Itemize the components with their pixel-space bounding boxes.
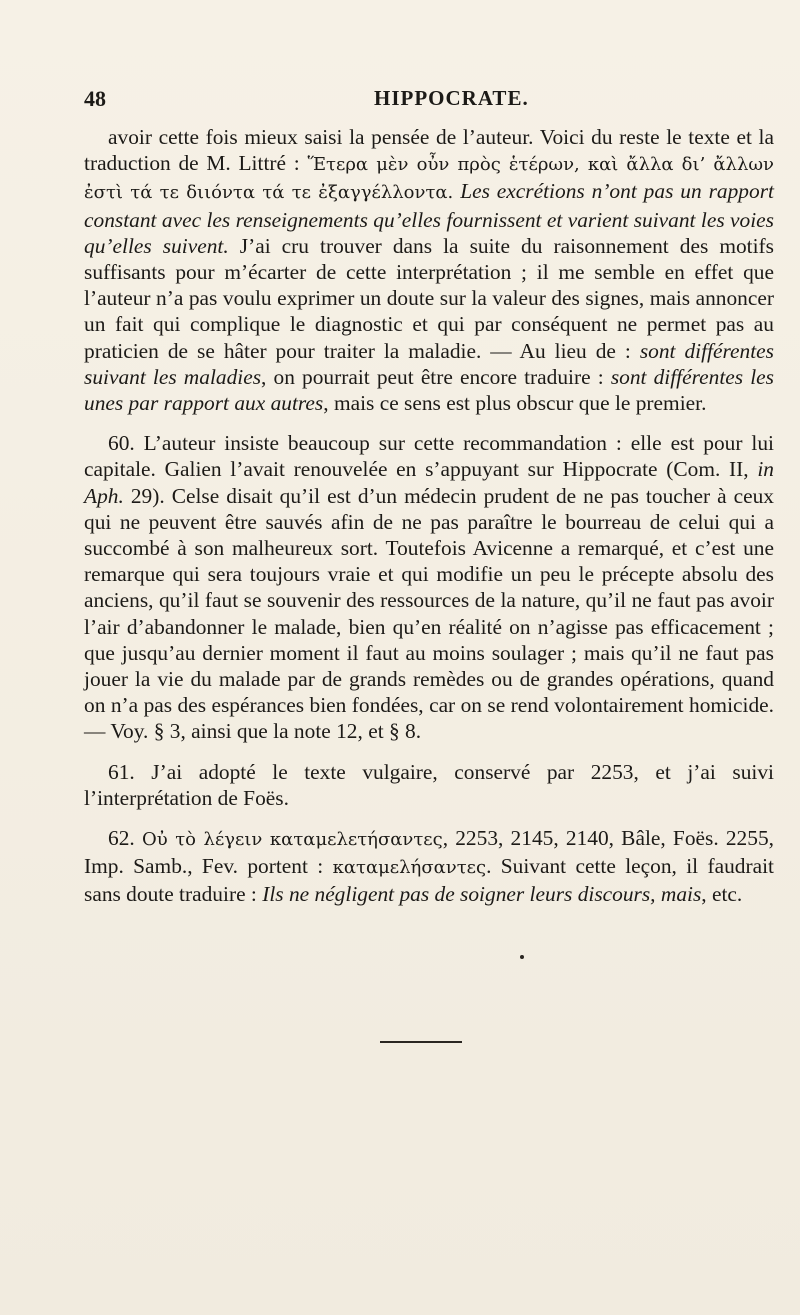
page-number: 48 — [84, 86, 106, 111]
text-segment: 29). Celse disait qu’il est d’un médecin prudent de ne pas toucher à ceux qui ne peuvent être sauvés afin de ne pas paraître le bourreau de celui qui a succombé à son malheureux sort. Toutefois Avicenne a remarqué, et c’est une remarque qui sera toujours vraie et qui modifie un peu le précepte absolu des anciens, qu’il faut se souvenir des ressources de la nature, qu’il ne faut pas avoir l’air d’abandonner le malade, bien qu’en réalité on n’agisse pas efficacement ; que jusqu’au dernier moment il faut au moins soulager ; mais qu’il ne faut pas jouer la vie du malade par de grands remèdes ou de grandes opérations, quand on n’a pas des espérances bien fondées, car on se rend volontairement homicide. — Voy. § 3, ainsi que la note 12, et § 8. — [84, 483, 774, 744]
italic-text: sont différentes les unes par rapport aux autres — [84, 364, 774, 416]
text-segment: J’ai cru trouver dans la suite du raisonnement des motifs suffisants pour m’écarter de cette interprétation ; il me semble en effet que l’auteur n’a pas voulu exprimer un doute sur la valeur des signes, mais annoncer un fait qui complique le diagnostic et qui par conséquent ne permet pas au praticien de se hâter pour traiter la maladie. — Au lieu de : — [84, 233, 774, 363]
text-segment: , mais ce sens est plus obscur que le premier. — [323, 391, 707, 416]
text-segment: 61. J’ai adopté le texte vulgaire, conservé par 2253, et j’ai suivi l’interprétation de Foës. — [84, 759, 774, 810]
page-title: HIPPOCRATE. — [374, 86, 529, 110]
text-segment: , 2253, 2145, 2140, Bâle, Foës. 2255, Imp. Samb., Fev. portent : — [84, 826, 774, 879]
greek-text: καταμελήσαντες — [332, 857, 487, 879]
text-segment: 60. L’auteur insiste beaucoup sur cette recommandation : elle est pour lui capitale. Galien l’avait renouvelée en s’appuyant sur Hippocrate (Com. II, — [84, 431, 774, 482]
note-paragraph — [84, 124, 774, 416]
italic-text: Les excrétions n’ont pas un rapport constant avec les renseignements qu’elles fournissent et varient suivant les voies qu’elles suivent. — [84, 179, 774, 258]
running-head — [84, 86, 774, 120]
greek-text: Ἕτερα μὲν οὖν πρὸς ἑτέρων, καὶ ἄλλα δι’ ἄλλων ἐστὶ τά τε διιόντα τά τε ἐξαγγέλλοντα. — [84, 154, 774, 204]
note-62 — [84, 825, 774, 908]
section-divider — [380, 1041, 462, 1043]
text-segment: , on pourrait peut être encore traduire : — [261, 364, 611, 389]
note-60 — [84, 430, 774, 744]
italic-text: in Aph. — [84, 457, 774, 508]
text-segment: . Suivant cette leçon, il faudrait sans doute traduire : — [84, 854, 774, 907]
text-segment: , etc. — [701, 882, 743, 907]
italic-text: sont différentes suivant les maladies — [84, 338, 774, 389]
note-61 — [84, 759, 774, 811]
greek-text: Οὐ τὸ λέγειν καταμελετήσαντες — [141, 829, 443, 851]
italic-text: Ils ne négligent pas de soigner leurs discours, mais — [262, 882, 702, 907]
notes-body — [84, 124, 774, 908]
stray-dot — [520, 955, 524, 959]
text-segment: avoir cette fois mieux saisi la pensée de l’auteur. Voici du reste le texte et la traduction de M. Littré : — [84, 125, 774, 176]
text-segment: 62. — [108, 826, 142, 851]
